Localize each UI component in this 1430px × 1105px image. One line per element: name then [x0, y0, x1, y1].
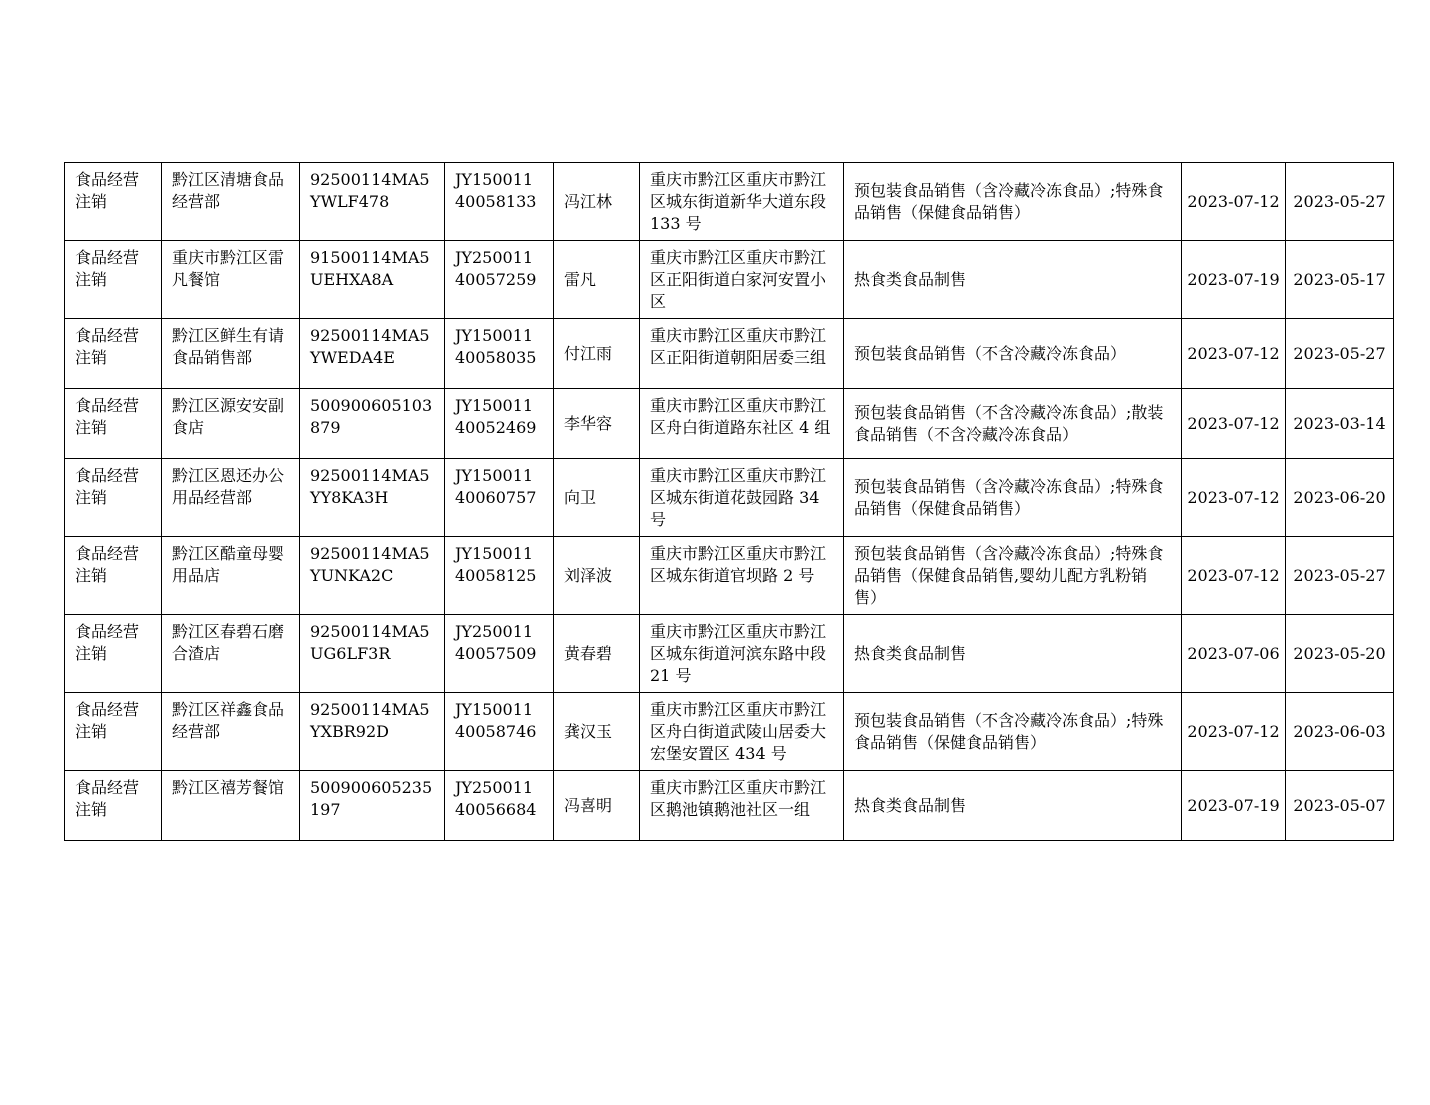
- table-row: [65, 459, 1394, 537]
- cell-address: 重庆市黔江区重庆市黔江区城东街道官坝路 2 号: [640, 537, 844, 615]
- cell-date-2: 2023-05-27: [1286, 537, 1394, 615]
- cell-date-2: 2023-05-27: [1286, 163, 1394, 241]
- cell-license-no: JY25001140056684: [445, 771, 554, 841]
- cell-date-1: 2023-07-12: [1182, 693, 1286, 771]
- cell-type: 食品经营注销: [65, 163, 162, 241]
- cell-address: 重庆市黔江区重庆市黔江区鹅池镇鹅池社区一组: [640, 771, 844, 841]
- cell-credit-code: 92500114MA5YUNKA2C: [300, 537, 445, 615]
- cell-date-2: 2023-05-20: [1286, 615, 1394, 693]
- cell-person: 冯喜明: [554, 771, 640, 841]
- cell-type: 食品经营注销: [65, 693, 162, 771]
- cell-address: 重庆市黔江区重庆市黔江区舟白街道武陵山居委大宏堡安置区 434 号: [640, 693, 844, 771]
- cell-credit-code: 92500114MA5YY8KA3H: [300, 459, 445, 537]
- cell-license-no: JY25001140057259: [445, 241, 554, 319]
- cell-date-2: 2023-06-03: [1286, 693, 1394, 771]
- cell-type: 食品经营注销: [65, 537, 162, 615]
- cell-address: 重庆市黔江区重庆市黔江区舟白街道路东社区 4 组: [640, 389, 844, 459]
- cell-scope: 预包装食品销售（不含冷藏冷冻食品）;特殊食品销售（保健食品销售）: [844, 693, 1182, 771]
- cell-credit-code: 92500114MA5YWEDA4E: [300, 319, 445, 389]
- cell-name: 黔江区清塘食品经营部: [162, 163, 300, 241]
- table-row: [65, 241, 1394, 319]
- cell-type: 食品经营注销: [65, 319, 162, 389]
- cell-scope: 热食类食品制售: [844, 615, 1182, 693]
- cell-license-no: JY25001140057509: [445, 615, 554, 693]
- cell-person: 龚汉玉: [554, 693, 640, 771]
- cell-date-1: 2023-07-19: [1182, 241, 1286, 319]
- cell-date-1: 2023-07-19: [1182, 771, 1286, 841]
- cell-license-no: JY15001140060757: [445, 459, 554, 537]
- records-body: [65, 163, 1394, 841]
- cell-type: 食品经营注销: [65, 615, 162, 693]
- cell-date-2: 2023-05-07: [1286, 771, 1394, 841]
- cell-date-1: 2023-07-12: [1182, 537, 1286, 615]
- cell-date-2: 2023-05-27: [1286, 319, 1394, 389]
- cell-address: 重庆市黔江区重庆市黔江区城东街道新华大道东段 133 号: [640, 163, 844, 241]
- cell-date-1: 2023-07-12: [1182, 459, 1286, 537]
- cell-date-1: 2023-07-12: [1182, 389, 1286, 459]
- cell-date-1: 2023-07-12: [1182, 163, 1286, 241]
- cell-credit-code: 500900605103879: [300, 389, 445, 459]
- cell-credit-code: 92500114MA5YXBR92D: [300, 693, 445, 771]
- cell-type: 食品经营注销: [65, 389, 162, 459]
- cell-license-no: JY15001140052469: [445, 389, 554, 459]
- cell-scope: 热食类食品制售: [844, 241, 1182, 319]
- cell-name: 黔江区禧芳餐馆: [162, 771, 300, 841]
- cell-person: 李华容: [554, 389, 640, 459]
- cell-type: 食品经营注销: [65, 771, 162, 841]
- cell-credit-code: 92500114MA5UG6LF3R: [300, 615, 445, 693]
- cell-name: 重庆市黔江区雷凡餐馆: [162, 241, 300, 319]
- table-row: [65, 615, 1394, 693]
- table-row: [65, 771, 1394, 841]
- cell-person: 向卫: [554, 459, 640, 537]
- cell-scope: 预包装食品销售（含冷藏冷冻食品）;特殊食品销售（保健食品销售,婴幼儿配方乳粉销售）: [844, 537, 1182, 615]
- cell-person: 刘泽波: [554, 537, 640, 615]
- table-row: [65, 537, 1394, 615]
- cell-scope: 预包装食品销售（含冷藏冷冻食品）;特殊食品销售（保健食品销售）: [844, 163, 1182, 241]
- cell-date-2: 2023-05-17: [1286, 241, 1394, 319]
- table-row: [65, 693, 1394, 771]
- cell-person: 付江雨: [554, 319, 640, 389]
- cell-scope: 预包装食品销售（不含冷藏冷冻食品）;散装食品销售（不含冷藏冷冻食品）: [844, 389, 1182, 459]
- cell-license-no: JY15001140058133: [445, 163, 554, 241]
- cell-name: 黔江区鲜生有请食品销售部: [162, 319, 300, 389]
- cell-address: 重庆市黔江区重庆市黔江区正阳街道白家河安置小区: [640, 241, 844, 319]
- cell-person: 黄春碧: [554, 615, 640, 693]
- cell-date-1: 2023-07-12: [1182, 319, 1286, 389]
- table-row: [65, 319, 1394, 389]
- cell-license-no: JY15001140058035: [445, 319, 554, 389]
- cell-name: 黔江区恩还办公用品经营部: [162, 459, 300, 537]
- cell-scope: 热食类食品制售: [844, 771, 1182, 841]
- records-table: [64, 162, 1394, 841]
- cell-name: 黔江区祥鑫食品经营部: [162, 693, 300, 771]
- cell-credit-code: 92500114MA5YWLF478: [300, 163, 445, 241]
- cell-address: 重庆市黔江区重庆市黔江区正阳街道朝阳居委三组: [640, 319, 844, 389]
- cell-date-2: 2023-06-20: [1286, 459, 1394, 537]
- cell-address: 重庆市黔江区重庆市黔江区城东街道河滨东路中段 21 号: [640, 615, 844, 693]
- cell-name: 黔江区酷童母婴用品店: [162, 537, 300, 615]
- cell-credit-code: 500900605235197: [300, 771, 445, 841]
- cell-type: 食品经营注销: [65, 241, 162, 319]
- cell-scope: 预包装食品销售（含冷藏冷冻食品）;特殊食品销售（保健食品销售）: [844, 459, 1182, 537]
- table-row: [65, 163, 1394, 241]
- cell-name: 黔江区源安安副食店: [162, 389, 300, 459]
- cell-license-no: JY15001140058746: [445, 693, 554, 771]
- cell-address: 重庆市黔江区重庆市黔江区城东街道花鼓园路 34 号: [640, 459, 844, 537]
- cell-date-2: 2023-03-14: [1286, 389, 1394, 459]
- cell-name: 黔江区春碧石磨合渣店: [162, 615, 300, 693]
- cell-date-1: 2023-07-06: [1182, 615, 1286, 693]
- cell-person: 雷凡: [554, 241, 640, 319]
- cell-license-no: JY15001140058125: [445, 537, 554, 615]
- cell-type: 食品经营注销: [65, 459, 162, 537]
- cell-person: 冯江林: [554, 163, 640, 241]
- table-row: [65, 389, 1394, 459]
- cell-scope: 预包装食品销售（不含冷藏冷冻食品）: [844, 319, 1182, 389]
- cell-credit-code: 91500114MA5UEHXA8A: [300, 241, 445, 319]
